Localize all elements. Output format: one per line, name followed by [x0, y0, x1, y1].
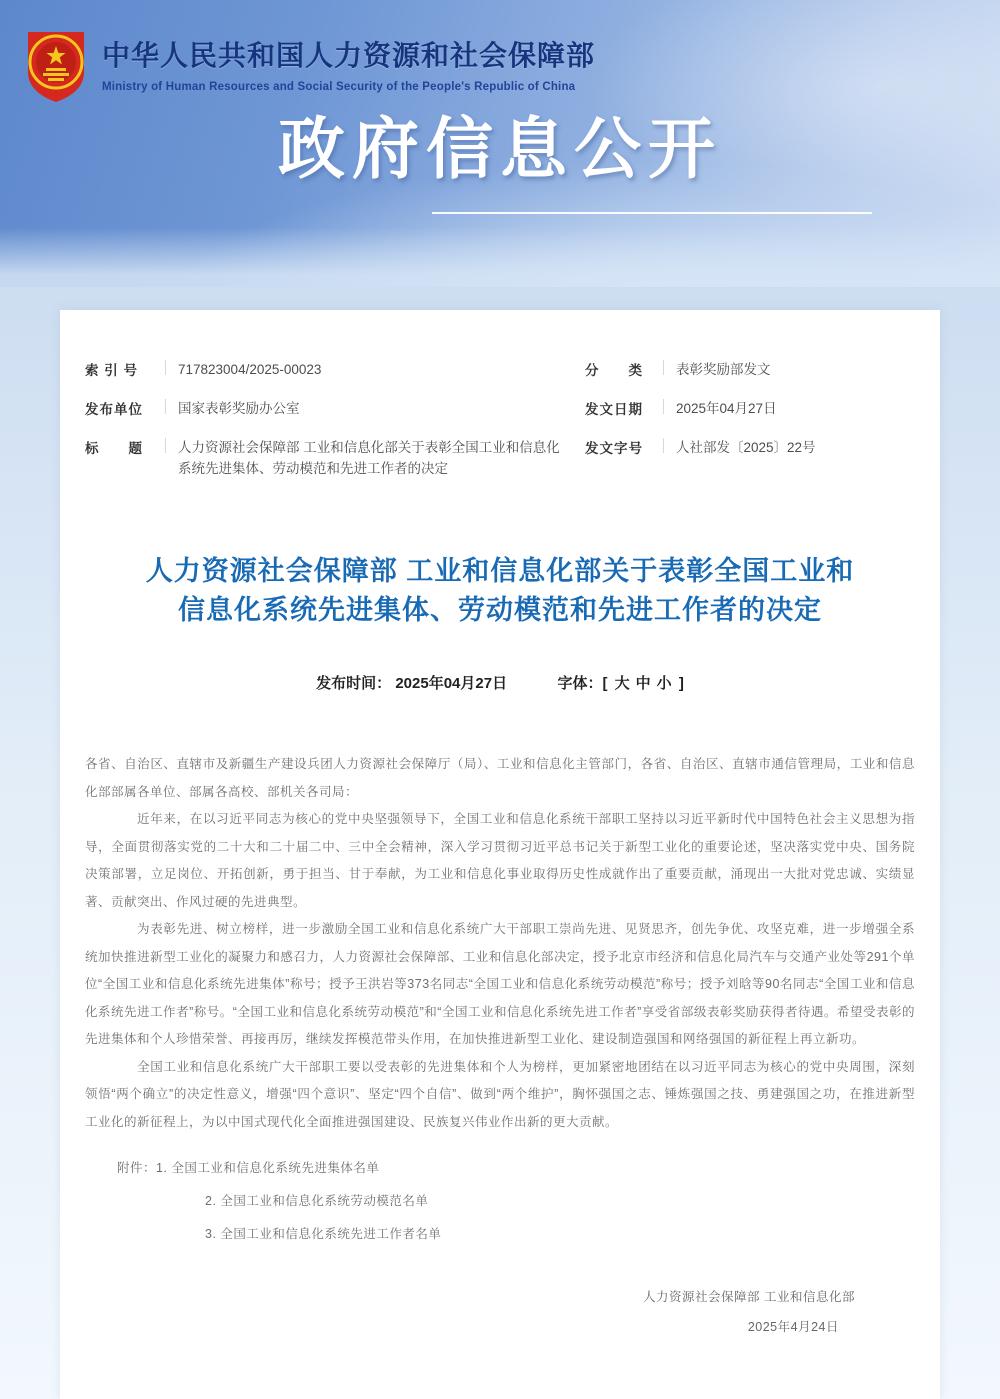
banner [0, 0, 1000, 287]
content-card [60, 310, 940, 1399]
publish-date: 2025年04月27日 [395, 675, 508, 692]
font-size-small-button[interactable]: 小 [656, 675, 672, 692]
paragraph: 近年来，在以习近平同志为核心的党中央坚强领导下，全国工业和信息化系统干部职工坚持以习近平新时代中国特色社会主义思想为指导，全面贯彻落实党的二十大和二十届二中、三中全会精神，深入学习贯彻习近平总书记关于新型工业化的重要论述，坚决落实党中央、国务院决策部署，立足岗位、开拓创新，勇于担当、甘于奉献，为工业和信息化事业取得历史性成就作出了重要贡献，涌现出一大批对党忠诚、实绩显著、贡献突出、作风过硬的先进典型。 [85, 812, 915, 909]
meta-value: 人力资源社会保障部 工业和信息化部关于表彰全国工业和信息化系统先进集体、劳动模范和先进工作者的决定 [178, 440, 560, 476]
brand-text [102, 26, 595, 93]
meta-row [85, 389, 915, 428]
document-title-line2: 信息化系统先进集体、劳动模范和先进工作者的决定 [178, 595, 822, 625]
national-emblem-icon [24, 26, 88, 104]
publish-time-label: 发布时间： [316, 675, 392, 692]
divider [663, 360, 664, 375]
meta-cell-category [585, 359, 915, 380]
meta-label: 分 类 [585, 363, 643, 378]
brand-block [24, 26, 595, 104]
meta-label: 发布单位 [85, 402, 143, 417]
meta-row [85, 350, 915, 389]
meta-row [85, 428, 915, 488]
meta-cell-doc-number [585, 437, 915, 479]
ministry-name: 中华人民共和国人力资源和社会保障部 [102, 40, 596, 71]
signature-org: 人力资源社会保障部 工业和信息化部 [643, 1290, 855, 1304]
meta-value: 717823004/2025-00023 [178, 362, 322, 377]
publish-info [85, 672, 915, 693]
paragraph-salutation: 各省、自治区、直辖市及新疆生产建设兵团人力资源社会保障厅（局）、工业和信息化主管部门，各省、自治区、直辖市通信管理局，工业和信息化部部属各单位、部属各高校、部机关各司局： [85, 757, 915, 799]
font-size-control [557, 675, 683, 692]
meta-value: 表彰奖励部发文 [676, 362, 771, 377]
attachment-item[interactable]: 附件：1. 全国工业和信息化系统先进集体名单 [117, 1161, 380, 1175]
paragraph: 为表彰先进、树立榜样，进一步激励全国工业和信息化系统广大干部职工崇尚先进、见贤思齐，创先争优、攻坚克难，进一步增强全系统加快推进新型工业化的凝聚力和感召力，人力资源社会保障部、工业和信息化部决定，授予北京市经济和信息化局汽车与交通产业处等291个单位“全国工业和信息化系统先进集体”称号；授予王洪岩等373名同志“全国工业和信息化系统劳动模范”称号；授予刘晗等90名同志“全国工业和信息化系统先进工作者”称号。“全国工业和信息化系统劳动模范”和“全国工业和信息化系统先进工作者”享受省部级表彰奖励获得者待遇。希望受表彰的先进集体和个人珍惜荣誉、再接再厉，继续发挥模范带头作用，在加快推进新型工业化、建设制造强国和网络强国的新征程上再立新功。 [85, 922, 915, 1046]
divider [165, 360, 166, 375]
meta-value: 人社部发〔2025〕22号 [676, 440, 816, 455]
meta-value: 2025年04月27日 [676, 401, 777, 416]
font-size-label: 字体： [557, 675, 603, 692]
banner-underline [432, 212, 872, 214]
meta-value: 国家表彰奖励办公室 [178, 401, 300, 416]
divider [165, 399, 166, 414]
attachments-list [85, 1152, 915, 1251]
banner-title: 政府信息公开 [278, 112, 722, 187]
meta-label: 发文字号 [585, 441, 643, 456]
meta-table [85, 350, 915, 488]
paragraph: 全国工业和信息化系统广大干部职工要以受表彰的先进集体和个人为榜样，更加紧密地团结在以习近平同志为核心的党中央周围，深刻领悟“两个确立”的决定性意义，增强“四个意识”、坚定“四个自信”、做到“两个维护”，胸怀强国之志、锤炼强国之技、勇建强国之功，在推进新型工业化的新征程上，为以中国式现代化全面推进强国建设、民族复兴伟业作出新的更大贡献。 [85, 1059, 915, 1129]
divider [165, 438, 166, 453]
bracket-open: [ [602, 675, 612, 692]
meta-cell-title [85, 437, 585, 479]
meta-label: 发文日期 [585, 402, 643, 417]
ministry-name-en: Ministry of Human Resources and Social Security of the People's Republic of China [102, 81, 576, 93]
meta-cell-issue-date [585, 398, 915, 419]
meta-cell-publisher [85, 398, 585, 419]
meta-label: 标 题 [85, 441, 143, 456]
article-body [85, 751, 915, 1136]
divider [663, 399, 664, 414]
attachment-item[interactable]: 2. 全国工业和信息化系统劳动模范名单 [205, 1194, 429, 1208]
meta-cell-index-number [85, 359, 585, 380]
document-title [85, 552, 915, 630]
attachment-item[interactable]: 3. 全国工业和信息化系统先进工作者名单 [205, 1227, 442, 1241]
signature-date: 2025年4月24日 [747, 1320, 839, 1334]
font-size-large-button[interactable]: 大 [614, 675, 630, 692]
font-size-medium-button[interactable]: 中 [635, 675, 651, 692]
document-title-line1: 人力资源社会保障部 工业和信息化部关于表彰全国工业和 [145, 556, 855, 586]
bracket-close: ] [674, 675, 684, 692]
meta-label: 索 引 号 [85, 363, 139, 378]
divider [663, 438, 664, 453]
